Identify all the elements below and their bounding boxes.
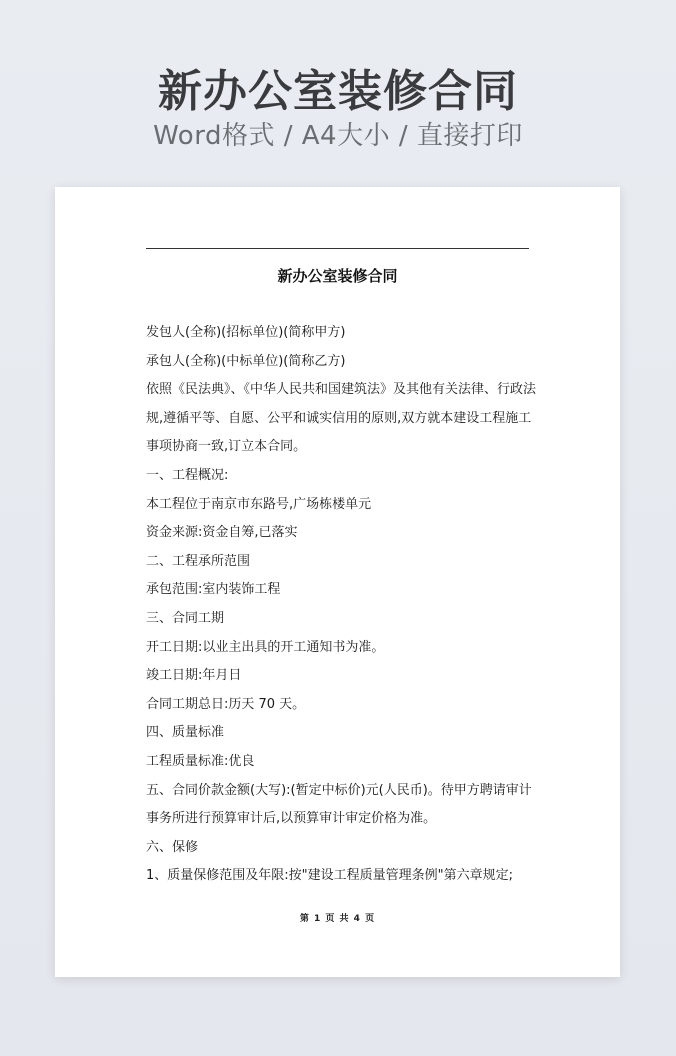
body-line: 承包范围:室内装饰工程 — [146, 582, 281, 598]
section-heading: 四、质量标准 — [146, 725, 225, 741]
body-line: 本工程位于南京市东路号,广场栋楼单元 — [146, 496, 372, 512]
section-heading: 一、工程概况: — [146, 467, 229, 483]
page-number-footer: 第 1 页 共 4 页 — [299, 914, 376, 924]
header-rule — [146, 248, 529, 249]
body-line: 规,遵循平等、自愿、公平和诚实信用的原则,双方就本建设工程施工 — [146, 410, 532, 426]
body-line: 资金来源:资金自筹,已落实 — [146, 525, 298, 541]
body-line: 竣工日期:年月日 — [146, 668, 242, 684]
section-heading: 三、合同工期 — [146, 610, 225, 626]
document-body — [146, 319, 537, 891]
body-line: 依照《民法典》、《中华人民共和国建筑法》及其他有关法律、行政法 — [146, 382, 537, 398]
banner-title: 新办公室装修合同 — [158, 66, 518, 117]
banner-subtitle: Word格式 / A4大小 / 直接打印 — [153, 121, 523, 151]
body-line: 事务所进行预算审计后,以预算审计审定价格为准。 — [146, 811, 437, 827]
section-heading: 五、合同价款金额(大写):(暂定中标价)元(人民币)。待甲方聘请审计 — [146, 782, 532, 798]
body-line: 开工日期:以业主出具的开工通知书为准。 — [146, 639, 385, 655]
body-line: 发包人(全称)(招标单位)(简称甲方) — [146, 325, 346, 340]
document-title: 新办公室装修合同 — [277, 267, 398, 285]
body-line: 工程质量标准:优良 — [146, 753, 255, 769]
document-page — [55, 187, 620, 977]
section-heading: 六、保修 — [146, 839, 199, 855]
body-line: 合同工期总日:历天 70 天。 — [146, 696, 306, 712]
body-line: 事项协商一致,订立本合同。 — [146, 439, 307, 455]
body-line: 承包人(全称)(中标单位)(简称乙方) — [146, 353, 346, 369]
section-heading: 二、工程承所范围 — [146, 553, 251, 569]
body-line: 1、质量保修范围及年限:按"建设工程质量管理条例"第六章规定; — [146, 868, 513, 884]
